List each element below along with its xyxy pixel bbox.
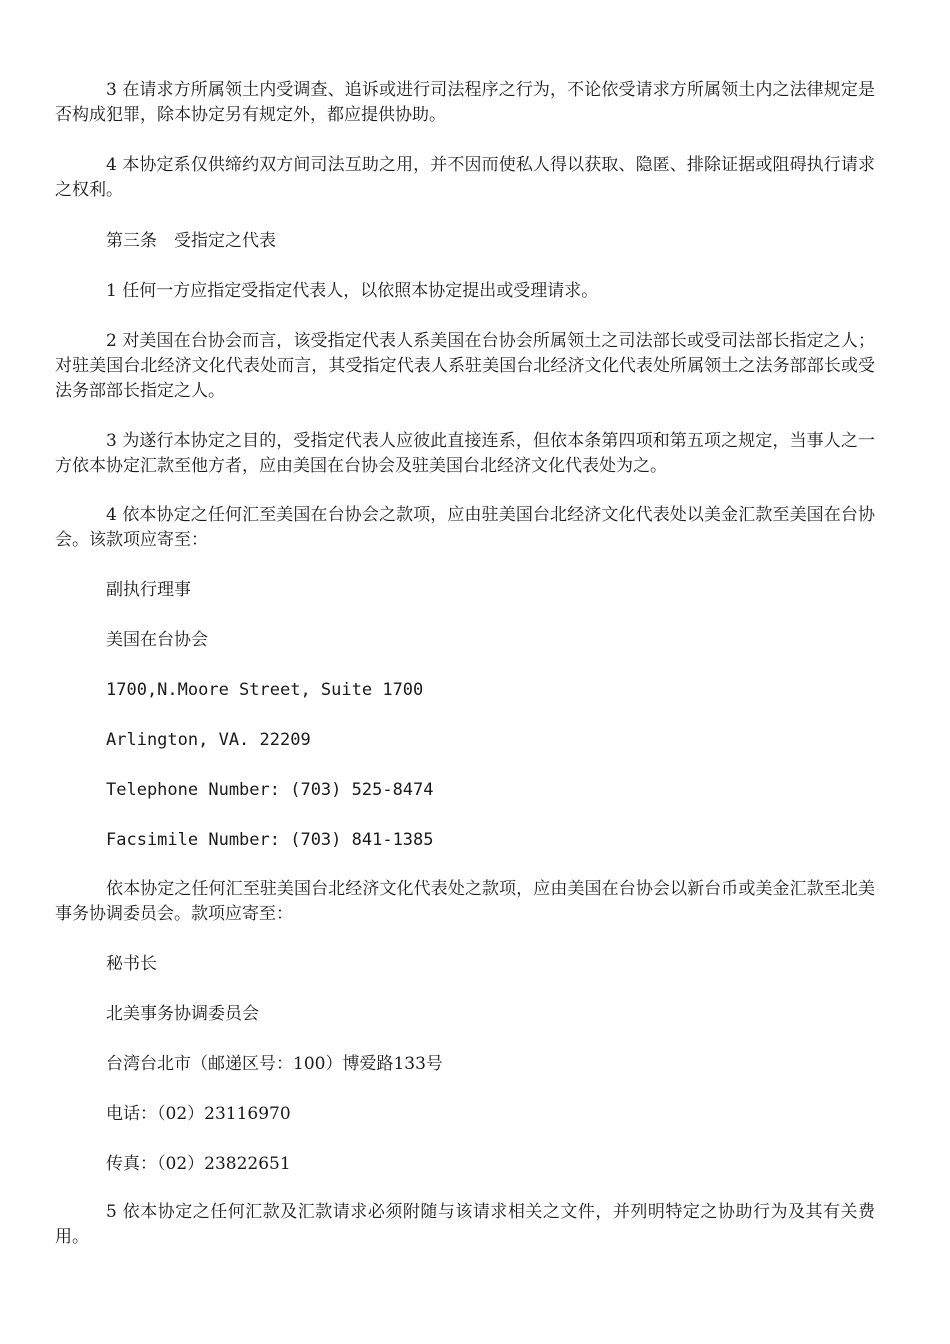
address-line-org: 美国在台协会	[106, 630, 208, 650]
paragraph-article2-item4: 4 本协定系仅供缔约双方间司法互助之用，并不因而使私人得以获取、隐匿、排除证据或阻碍执行请求之权利。	[55, 155, 875, 200]
paragraph-article2-item3: 3 在请求方所属领土内受调查、追诉或进行司法程序之行为，不论依受请求方所属领土内之法律规定是否构成犯罪，除本协定另有规定外，都应提供协助。	[55, 80, 875, 125]
paragraph-article3-item5: 5 依本协定之任何汇款及汇款请求必须附随与该请求相关之文件，并列明特定之协助行为及其有关费用。	[55, 1202, 875, 1247]
paragraph-article3-item3: 3 为遂行本协定之目的，受指定代表人应彼此直接连系，但依本条第四项和第五项之规定，当事人之一方依本协定汇款至他方者，应由美国在台协会及驻美国台北经济文化代表处为之。	[55, 431, 875, 476]
address-line-committee: 北美事务协调委员会	[106, 1004, 259, 1024]
address-line-telephone: Telephone Number: (703) 525-8474	[106, 780, 434, 800]
address-line-taipei: 台湾台北市（邮递区号：100）博爱路133号	[106, 1054, 443, 1074]
paragraph-article3-item1: 1 任何一方应指定受指定代表人，以依照本协定提出或受理请求。	[106, 281, 599, 301]
paragraph-article3-item2: 2 对美国在台协会而言，该受指定代表人系美国在台协会所属领土之司法部长或受司法部长指定之人；对驻美国台北经济文化代表处而言，其受指定代表人系驻美国台北经济文化代表处所属领土之法务部部长或受法务部部长指定之人。	[55, 331, 875, 401]
paragraph-article3-item4: 4 依本协定之任何汇至美国在台协会之款项，应由驻美国台北经济文化代表处以美金汇款至美国在台协会。该款项应寄至：	[55, 505, 875, 550]
address-line-phone: 电话：（02）23116970	[106, 1104, 291, 1124]
address-line-secretary: 秘书长	[106, 954, 157, 974]
paragraph-remittance-taipei: 依本协定之任何汇至驻美国台北经济文化代表处之款项，应由美国在台协会以新台币或美金汇款至北美事务协调委员会。款项应寄至：	[55, 879, 875, 924]
address-line-title: 副执行理事	[106, 580, 191, 600]
article-heading: 第三条 受指定之代表	[106, 231, 276, 251]
address-line-street: 1700,N.Moore Street, Suite 1700	[106, 680, 424, 700]
address-line-city: Arlington, VA. 22209	[106, 730, 311, 750]
address-line-facsimile: Facsimile Number: (703) 841-1385	[106, 830, 434, 850]
address-line-fax: 传真：（02）23822651	[106, 1154, 291, 1174]
